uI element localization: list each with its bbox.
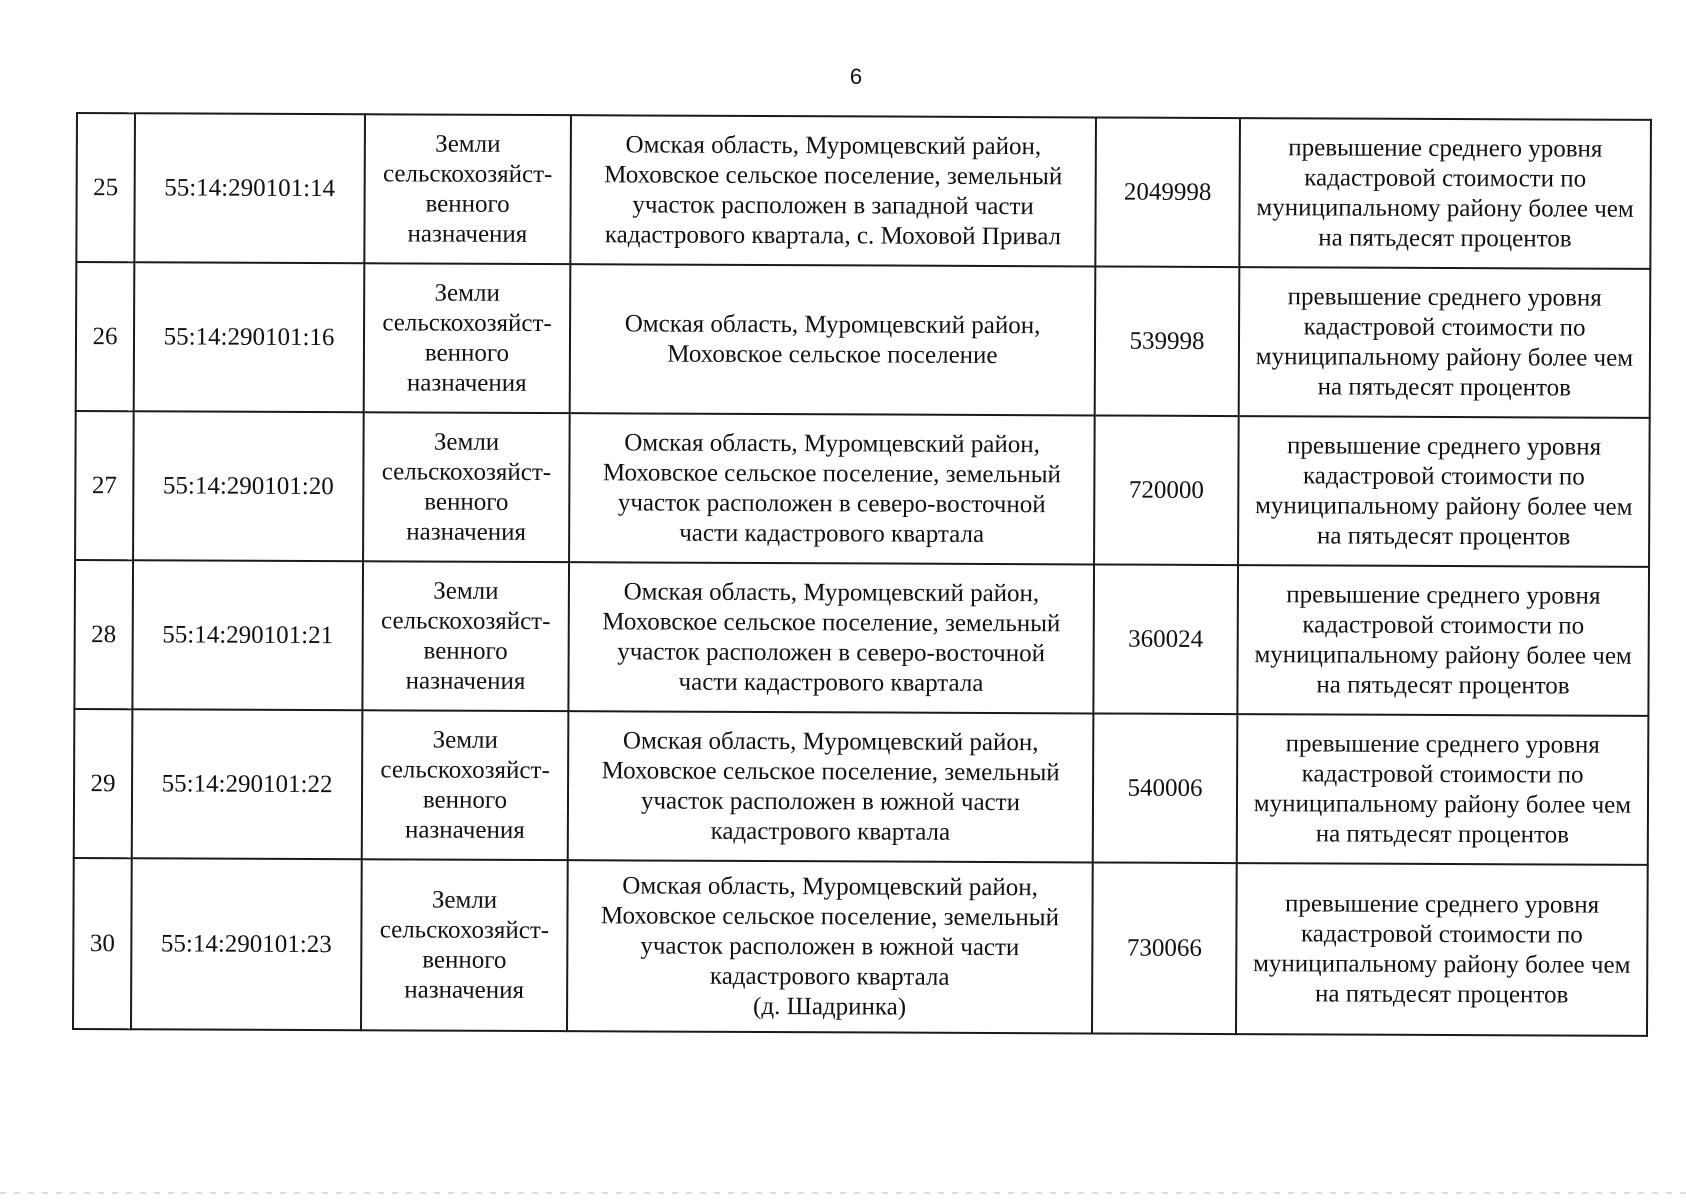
land-category — [364, 263, 571, 413]
land-category-line: сельскохозяйст- — [382, 308, 552, 337]
plot-address-line: Моховское сельское поселение, земельный — [602, 458, 1062, 488]
land-category-line: Земли — [435, 130, 501, 158]
plot-address-line: Моховское сельское поселение — [667, 340, 998, 369]
inclusion-reason-line: превышение среднего уровня — [1286, 580, 1601, 610]
inclusion-reason-line: на пятьдесят процентов — [1316, 670, 1570, 700]
plot-address-line: Омская область, Муромцевский район, — [622, 726, 1039, 756]
inclusion-reason-line: на пятьдесят процентов — [1314, 979, 1569, 1009]
inclusion-reason-line: кадастровой стоимости по — [1301, 759, 1584, 789]
plot-address — [567, 860, 1093, 1033]
inclusion-reason-line: превышение среднего уровня — [1288, 133, 1603, 163]
inclusion-reason-line: муниципальному району более чем — [1255, 342, 1634, 372]
inclusion-reason-line: кадастровой стоимости по — [1304, 163, 1587, 193]
plot-address-line: (д. Шадринка) — [753, 992, 907, 1021]
land-category-line: венного — [424, 339, 510, 367]
plot-address-line: Омская область, Муромцевский район, — [623, 577, 1040, 607]
land-category — [361, 859, 568, 1031]
table-row — [76, 262, 1651, 418]
inclusion-reason-line: превышение среднего уровня — [1285, 729, 1600, 759]
cadastral-cost: 539998 — [1095, 266, 1240, 416]
inclusion-reason-line: на пятьдесят процентов — [1317, 372, 1572, 402]
inclusion-reason-line: кадастровой стоимости по — [1303, 312, 1586, 342]
land-category — [363, 412, 570, 562]
inclusion-reason-line: муниципальному району более чем — [1255, 491, 1633, 521]
land-category-line: венного — [422, 786, 508, 814]
plot-address-line: части кадастрового квартала — [679, 519, 985, 548]
land-category-line: венного — [422, 946, 507, 974]
land-category-line: Земли — [433, 428, 500, 456]
plot-address-line: участок расположен в южной части — [640, 931, 1020, 961]
land-category-line: назначения — [407, 219, 528, 248]
plot-address-line: участок расположен в южной части — [640, 786, 1021, 816]
cadastral-number: 55:14:290101:21 — [132, 560, 363, 710]
land-category-line: назначения — [406, 368, 527, 397]
land-category — [362, 561, 569, 711]
inclusion-reason — [1237, 714, 1649, 865]
land-category — [362, 710, 569, 860]
land-category-line: сельскохозяйст- — [381, 606, 551, 635]
land-plots-table — [72, 112, 1652, 1037]
table-row — [73, 858, 1648, 1036]
inclusion-reason — [1238, 416, 1650, 567]
land-category-line: сельскохозяйст- — [381, 457, 552, 486]
plot-address-line: Омская область, Муромцевский район, — [625, 130, 1042, 160]
land-category-line: назначения — [404, 975, 525, 1004]
plot-address-line: Моховское сельское поселение, земельный — [601, 756, 1060, 786]
plot-address-line: участок расположен в западной части — [632, 190, 1034, 220]
land-category-line: сельскохозяйст- — [379, 915, 550, 944]
plot-address-line: участок расположен в северо-восточной — [617, 488, 1046, 518]
plot-address-line: кадастрового квартала — [709, 962, 950, 991]
inclusion-reason-line: превышение среднего уровня — [1287, 282, 1602, 312]
inclusion-reason-line: превышение среднего уровня — [1284, 889, 1600, 919]
plot-address-line: части кадастрового квартала — [678, 668, 984, 697]
table-row — [74, 560, 1649, 716]
inclusion-reason-line: на пятьдесят процентов — [1315, 819, 1570, 849]
row-number: 25 — [76, 113, 135, 262]
plot-address — [568, 711, 1094, 862]
plot-address-line: Моховское сельское поселение, земельный — [602, 607, 1061, 637]
land-category-line: назначения — [404, 815, 525, 844]
inclusion-reason — [1239, 267, 1651, 418]
table-row — [74, 709, 1649, 865]
plot-address-line: Омская область, Муромцевский район, — [622, 871, 1038, 901]
plot-address-line: кадастрового квартала, с. Моховой Привал — [604, 220, 1062, 250]
land-category-line: венного — [425, 190, 510, 218]
inclusion-reason-line: кадастровой стоимости по — [1302, 461, 1585, 491]
land-category-line: Земли — [434, 279, 500, 307]
inclusion-reason — [1239, 118, 1651, 269]
cadastral-number: 55:14:290101:23 — [131, 858, 362, 1030]
inclusion-reason — [1236, 863, 1648, 1036]
land-category-line: назначения — [406, 517, 527, 546]
plot-address — [568, 562, 1094, 713]
cadastral-cost: 540006 — [1093, 713, 1238, 863]
inclusion-reason-line: муниципальному району более чем — [1253, 789, 1632, 819]
inclusion-reason — [1237, 565, 1649, 716]
plot-address-line: Моховское сельское поселение, земельный — [604, 160, 1063, 190]
plot-address-line: участок расположен в северо-восточной — [617, 637, 1046, 667]
land-category-line: венного — [424, 488, 509, 516]
plot-address-line: Омская область, Муромцевский район, — [624, 428, 1040, 458]
inclusion-reason-line: кадастровой стоимости по — [1300, 919, 1583, 949]
inclusion-reason-line: муниципальному району более чем — [1253, 949, 1631, 979]
land-category-line: Земли — [432, 726, 498, 754]
row-number: 27 — [75, 411, 134, 560]
land-category-line: сельскохозяйст- — [380, 755, 550, 784]
plot-address-line: Моховское сельское поселение, земельный — [600, 901, 1060, 931]
inclusion-reason-line: на пятьдесят процентов — [1318, 223, 1572, 253]
inclusion-reason-line: муниципальному району более чем — [1254, 640, 1632, 670]
land-category-line: назначения — [405, 666, 526, 695]
scan-edge-noise — [0, 1192, 1686, 1194]
land-category-line: Земли — [431, 886, 498, 914]
plot-address — [570, 115, 1096, 266]
cadastral-cost: 730066 — [1092, 862, 1237, 1034]
cadastral-cost: 2049998 — [1095, 117, 1240, 267]
plot-address-line: Омская область, Муромцевский район, — [624, 309, 1041, 339]
cadastral-cost: 720000 — [1094, 415, 1239, 565]
plot-address — [569, 413, 1095, 564]
table-row — [76, 113, 1651, 269]
plot-address-line: кадастрового квартала — [710, 817, 951, 846]
cadastral-cost: 360024 — [1093, 564, 1238, 714]
inclusion-reason-line: кадастровой стоимости по — [1302, 610, 1585, 640]
land-category-line: сельскохозяйст- — [382, 159, 553, 188]
land-category-line: венного — [423, 637, 508, 665]
cadastral-number: 55:14:290101:22 — [132, 709, 363, 859]
row-number: 26 — [76, 262, 135, 411]
row-number: 28 — [74, 560, 133, 709]
inclusion-reason-line: превышение среднего уровня — [1286, 431, 1602, 461]
cadastral-number: 55:14:290101:14 — [134, 113, 365, 263]
land-category — [364, 114, 571, 264]
row-number: 29 — [74, 709, 133, 858]
cadastral-number: 55:14:290101:16 — [134, 262, 365, 412]
table-row — [75, 411, 1650, 567]
land-category-line: Земли — [433, 577, 499, 605]
plot-address — [570, 264, 1096, 415]
cadastral-number: 55:14:290101:20 — [133, 411, 364, 561]
registry-table-container — [72, 112, 1650, 1037]
inclusion-reason-line: муниципальному району более чем — [1256, 193, 1634, 223]
row-number: 30 — [73, 858, 132, 1029]
inclusion-reason-line: на пятьдесят процентов — [1316, 521, 1571, 551]
page-number: 6 — [849, 64, 863, 89]
